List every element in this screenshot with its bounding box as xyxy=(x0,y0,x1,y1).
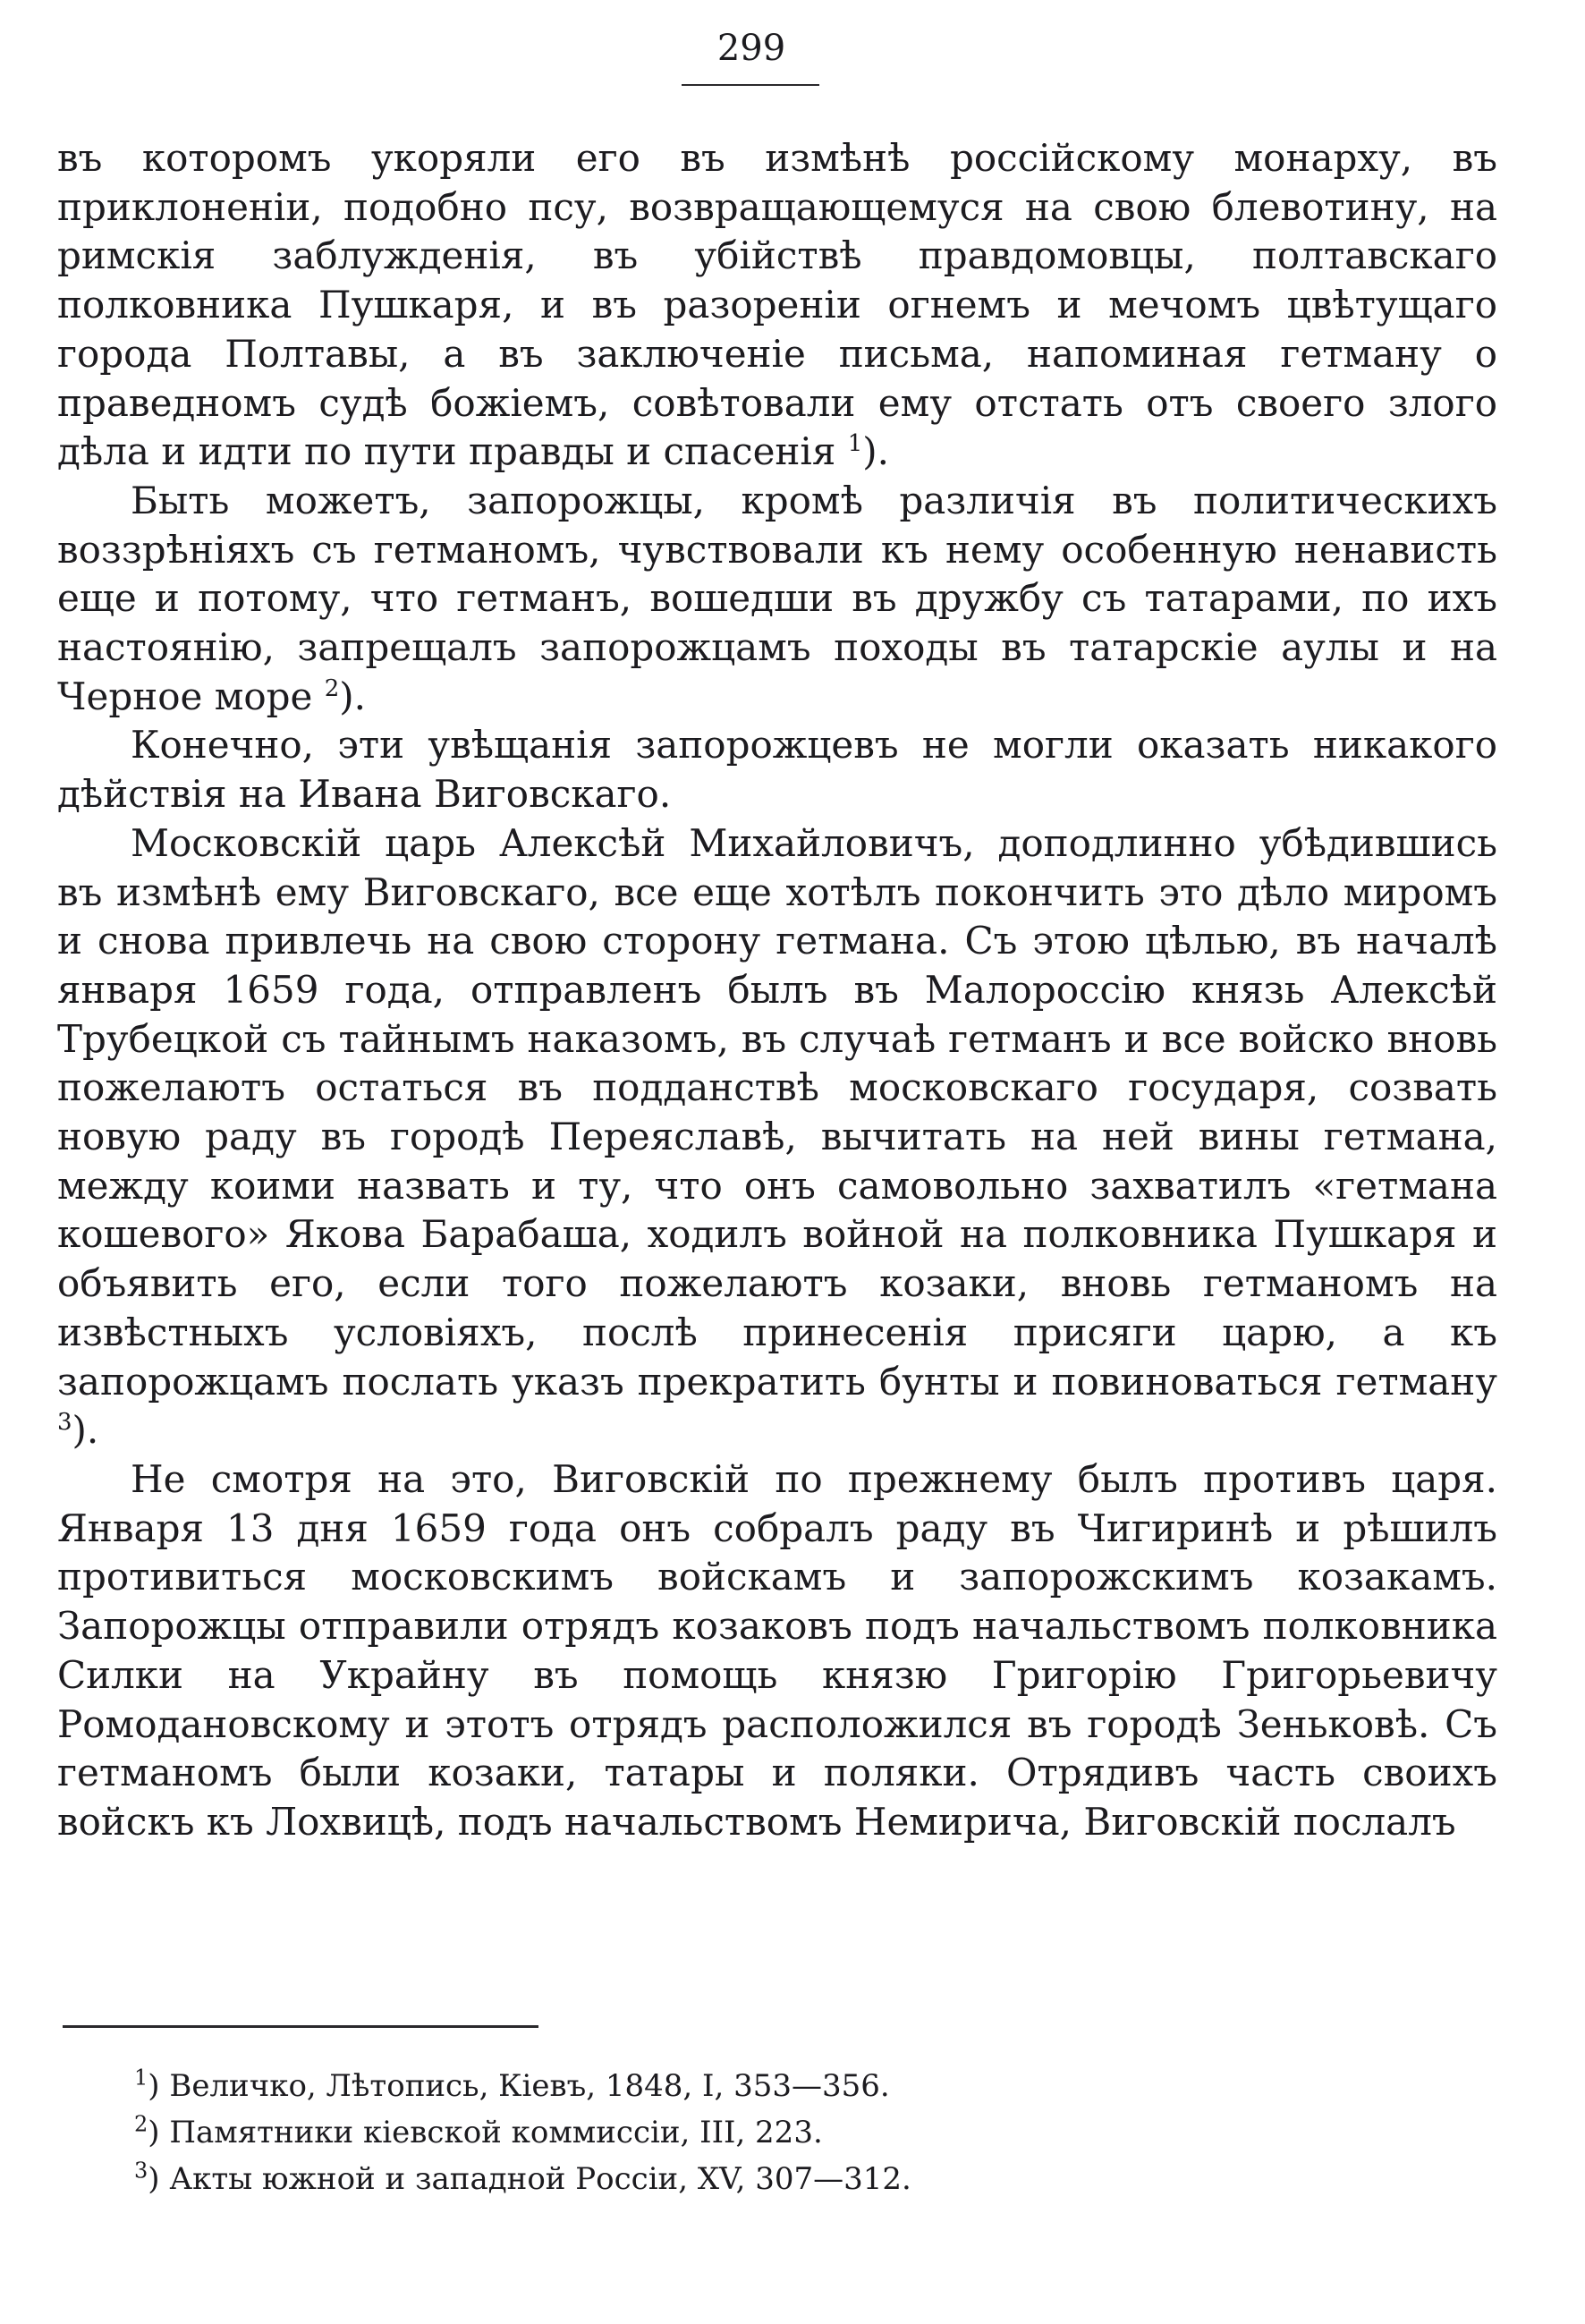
footnote-3-text: ) Акты южной и западной Россіи, XV, 307—312. xyxy=(148,2161,911,2197)
footnote-2-mark: 2 xyxy=(134,2111,148,2137)
page-number: 299 xyxy=(716,28,786,69)
page-number-underline xyxy=(682,84,819,86)
footnote-2-text: ) Памятники кіевской коммиссіи, III, 223. xyxy=(148,2115,823,2150)
footnote-ref-1: 1 xyxy=(847,430,863,458)
paragraph-1-tail: ). xyxy=(862,429,889,474)
paragraph-1-text: въ которомъ укоряли его въ измѣнѣ россійскому монарху, въ приклоненіи, подобно псу, возвращающемуся на свою блевотину, на римскія заблужденія, въ убійствѣ правдомовцы, полтавскаго полковника Пушкаря, и въ разореніи огнемъ и мечомъ цвѣтущаго города Полтавы, а въ заключеніе письма, напоминая гетману о праведномъ судѣ божіемъ, совѣтовали ему отстать отъ своего злого дѣла и идти по пути правды и спасенія xyxy=(57,136,1497,474)
paragraph-5-text: Не смотря на это, Виговскій по прежнему былъ противъ царя. Января 13 дня 1659 года онъ собралъ раду въ Чигиринѣ и рѣшилъ противиться московскимъ войскамъ и запорожскимъ козакамъ. Запорожцы отправили отрядъ козаковъ подъ начальствомъ полковника Силки на Украйну въ помощь князю Григорію Григорьевичу Ромодановскому и этотъ отрядъ расположился въ городѣ Зеньковѣ. Съ гетманомъ были козаки, татары и поляки. Отрядивъ часть своихъ войскъ къ Лохвицѣ, подъ начальствомъ Немирича, Виговскій послалъ xyxy=(57,1456,1497,1844)
footnote-3-mark: 3 xyxy=(134,2158,148,2184)
footnote-separator xyxy=(63,2025,538,2028)
body-text xyxy=(57,134,1497,1847)
footnote-ref-2: 2 xyxy=(324,674,340,702)
paragraph-1 xyxy=(57,134,1497,477)
paragraph-3-text: Конечно, эти увѣщанія запорожцевъ не могли оказать никакого дѣйствія на Ивана Виговскаго. xyxy=(57,723,1497,817)
footnote-2 xyxy=(134,2109,1297,2156)
paragraph-2-tail: ). xyxy=(339,674,367,718)
paragraph-4 xyxy=(57,819,1497,1455)
paragraph-5 xyxy=(57,1455,1497,1847)
footnote-1-mark: 1 xyxy=(134,2065,148,2091)
footnote-1-text: ) Величко, Лѣтопись, Кіевъ, 1848, I, 353—356. xyxy=(148,2068,890,2104)
paragraph-4-tail: ). xyxy=(72,1408,99,1453)
paragraph-2 xyxy=(57,477,1497,722)
footnote-3 xyxy=(134,2156,1297,2202)
footnote-ref-3: 3 xyxy=(57,1409,72,1437)
paragraph-3 xyxy=(57,721,1497,818)
footnotes xyxy=(134,2063,1297,2202)
footnote-1 xyxy=(134,2063,1297,2109)
paragraph-4-text: Московскій царь Алексѣй Михайловичъ, доподлинно убѣдившись въ измѣнѣ ему Виговскаго, все еще хотѣлъ покончить это дѣло миромъ и снова привлечь на свою сторону гетмана. Съ этою цѣлью, въ началѣ января 1659 года, отправленъ былъ въ Малороссію князь Алексѣй Трубецкой съ тайнымъ наказомъ, въ случаѣ гетманъ и все войско вновь пожелаютъ остаться въ подданствѣ московскаго государя, созвать новую раду въ городѣ Переяславѣ, вычитать на ней вины гетмана, между коими назвать и ту, что онъ самовольно захватилъ «гетмана кошевого» Якова Барабаша, ходилъ войной на полковника Пушкаря и объявить его, если того пожелаютъ козаки, вновь гетманомъ на извѣстныхъ условіяхъ, послѣ принесенія присяги царю, а къ запорожцамъ послать указъ прекратить бунты и повиноваться гетману xyxy=(57,820,1497,1404)
paragraph-2-text: Быть можетъ, запорожцы, кромѣ различія въ политическихъ воззрѣніяхъ съ гетманомъ, чувствовали къ нему особенную ненависть еще и потому, что гетманъ, вошедши въ дружбу съ татарами, по ихъ настоянію, запрещалъ запорожцамъ походы въ татарскіе аулы и на Черное море xyxy=(57,478,1497,718)
